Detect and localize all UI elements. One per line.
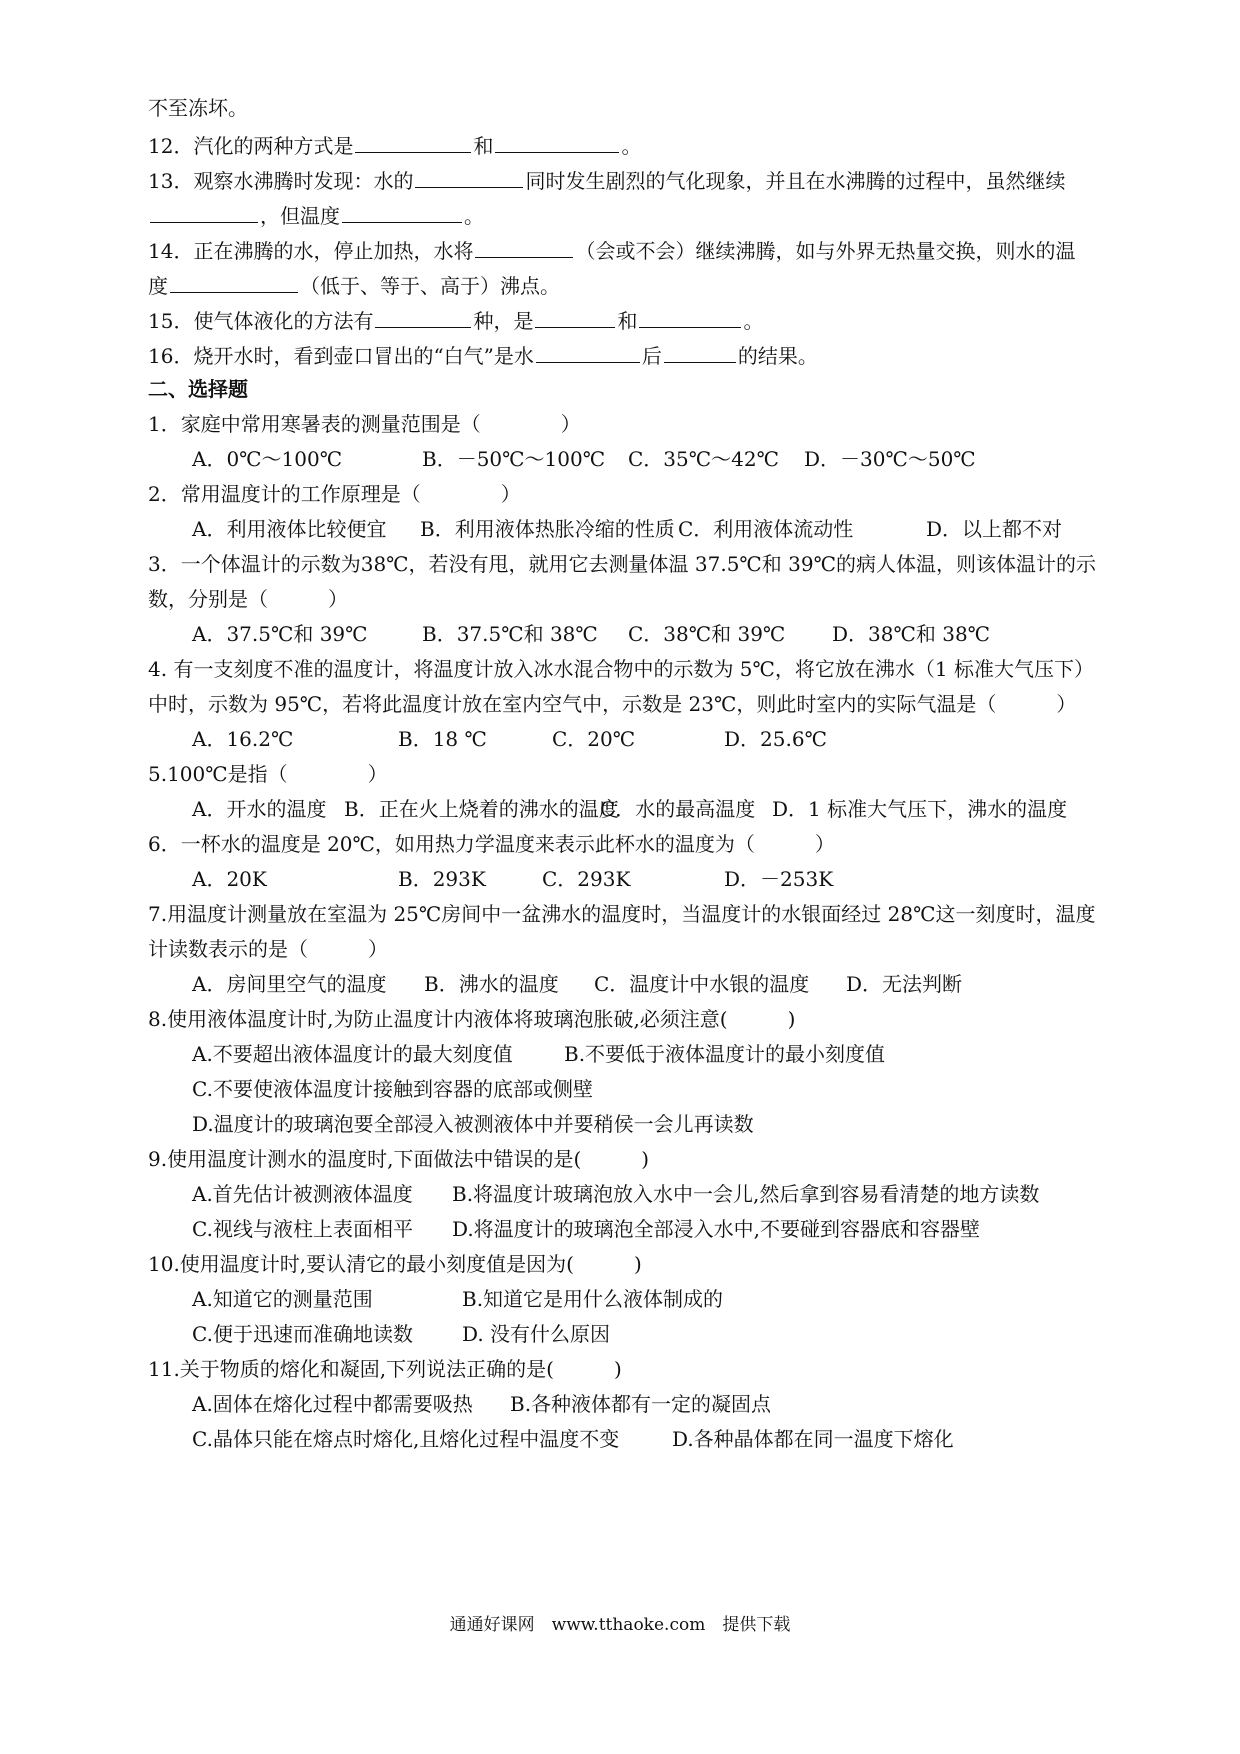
question-4-cont	[148, 690, 1180, 718]
option-c[interactable]: C．水的最高温度	[600, 797, 756, 821]
text: 13．观察水沸腾时发现：水的	[148, 169, 414, 193]
question-14-cont	[148, 270, 1180, 300]
option-c[interactable]: C．38℃和 39℃	[628, 622, 786, 646]
option-b[interactable]: B.各种液体都有一定的凝固点	[510, 1392, 772, 1416]
question-1	[148, 410, 1180, 438]
option-c[interactable]: C．利用液体流动性	[678, 517, 854, 541]
text: 11.关于物质的熔化和凝固,下列说法正确的是( )	[148, 1357, 622, 1381]
question-9	[148, 1145, 1180, 1173]
answer-blank[interactable]	[475, 235, 573, 258]
text: （低于、等于、高于）沸点。	[300, 274, 560, 298]
text: 4. 有一支刻度不准的温度计，将温度计放入冰水混合物中的示数为 5℃，将它放在沸水（1 标准大气压下）	[148, 657, 1094, 681]
answer-blank[interactable]	[639, 305, 741, 328]
option-b[interactable]: B．利用液体热胀冷缩的性质	[420, 517, 675, 541]
text: 二、选择题	[148, 377, 248, 401]
text: 和	[617, 309, 638, 333]
text: 同时发生剧烈的气化现象，并且在水沸腾的过程中，虽然继续	[525, 169, 1066, 193]
question-14	[148, 235, 1180, 265]
question-4	[148, 655, 1180, 683]
option-a[interactable]: A．20K	[192, 867, 267, 891]
text: 3．一个体温计的示数为38℃，若没有甩，就用它去测量体温 37.5℃和 39℃的病人体温，则该体温计的示	[148, 552, 1096, 576]
text: 15．使气体液化的方法有	[148, 309, 374, 333]
option-d[interactable]: D．－30℃～50℃	[804, 447, 976, 471]
text: 中时，示数为 95℃，若将此温度计放在室内空气中，示数是 23℃，则此时室内的实际气温是（ ）	[148, 692, 1077, 716]
question-16	[148, 340, 1180, 370]
text: （会或不会）继续沸腾，如与外界无热量交换，则水的温	[575, 239, 1076, 263]
option-b[interactable]: B．正在火上烧着的沸水的温度	[344, 797, 619, 821]
text: 10.使用温度计时,要认清它的最小刻度值是因为( )	[148, 1252, 642, 1276]
text: 种，是	[473, 309, 534, 333]
option-a[interactable]: A.不要超出液体温度计的最大刻度值	[192, 1042, 513, 1066]
answer-blank[interactable]	[342, 200, 462, 223]
text: 9.使用温度计测水的温度时,下面做法中错误的是( )	[148, 1147, 650, 1171]
option-d[interactable]: D．无法判断	[846, 972, 963, 996]
text: ，但温度	[260, 204, 340, 228]
option-a[interactable]: A．开水的温度	[192, 797, 327, 821]
option-d[interactable]: D.温度计的玻璃泡要全部浸入被测液体中并要稍侯一会儿再读数	[192, 1112, 754, 1136]
answer-blank[interactable]	[170, 270, 298, 293]
option-d[interactable]: D．以上都不对	[926, 517, 1063, 541]
question-15	[148, 305, 1180, 335]
option-d[interactable]: D.将温度计的玻璃泡全部浸入水中,不要碰到容器底和容器壁	[452, 1217, 981, 1241]
option-a[interactable]: A．利用液体比较便宜	[192, 517, 387, 541]
question-11	[148, 1355, 1180, 1383]
options-8-c	[192, 1075, 1180, 1103]
option-b[interactable]: B．293K	[398, 867, 486, 891]
option-c[interactable]: C.晶体只能在熔点时熔化,且熔化过程中温度不变	[192, 1427, 620, 1451]
text: 8.使用液体温度计时,为防止温度计内液体将玻璃泡胀破,必须注意( )	[148, 1007, 796, 1031]
option-d[interactable]: D．1 标准大气压下，沸水的温度	[772, 797, 1068, 821]
question-7-cont	[148, 935, 1180, 963]
option-b[interactable]: B．37.5℃和 38℃	[422, 622, 598, 646]
question-3	[148, 550, 1180, 578]
option-a[interactable]: A．37.5℃和 39℃	[192, 622, 368, 646]
option-c[interactable]: C．温度计中水银的温度	[594, 972, 810, 996]
text: 计读数表示的是（ ）	[148, 937, 388, 961]
option-d[interactable]: D．－253K	[724, 867, 834, 891]
text: 5.100℃是指（ ）	[148, 762, 388, 786]
option-b[interactable]: B.知道它是用什么液体制成的	[462, 1287, 724, 1311]
option-a[interactable]: A．0℃～100℃	[192, 447, 343, 471]
option-a[interactable]: A.知道它的测量范围	[192, 1287, 373, 1311]
text: 。	[464, 204, 484, 228]
option-a[interactable]: A．房间里空气的温度	[192, 972, 387, 996]
question-12	[148, 130, 1180, 160]
footer-text: 通通好课网 www.tthaoke.com 提供下载	[449, 1615, 791, 1635]
question-3-cont	[148, 585, 1180, 613]
option-b[interactable]: B.将温度计玻璃泡放入水中一会儿,然后拿到容易看清楚的地方读数	[452, 1182, 1040, 1206]
text: 数，分别是（ ）	[148, 587, 348, 611]
option-c[interactable]: C.不要使液体温度计接触到容器的底部或侧壁	[192, 1077, 593, 1101]
page-footer	[0, 1613, 1240, 1637]
answer-blank[interactable]	[375, 305, 471, 328]
answer-blank[interactable]	[495, 130, 619, 153]
text: 后	[641, 344, 662, 368]
option-b[interactable]: B．沸水的温度	[424, 972, 559, 996]
option-d[interactable]: D．25.6℃	[724, 727, 827, 751]
option-c[interactable]: C.便于迅速而准确地读数	[192, 1322, 413, 1346]
text: 2．常用温度计的工作原理是（ ）	[148, 482, 521, 506]
text: 14．正在沸腾的水，停止加热，水将	[148, 239, 474, 263]
options-8-d	[192, 1110, 1180, 1138]
question-2	[148, 480, 1180, 508]
text: 16．烧开水时，看到壶口冒出的“白气”是水	[148, 344, 534, 368]
text: 1．家庭中常用寒暑表的测量范围是（ ）	[148, 412, 581, 436]
option-b[interactable]: B.不要低于液体温度计的最小刻度值	[564, 1042, 886, 1066]
option-a[interactable]: A.首先估计被测液体温度	[192, 1182, 413, 1206]
question-5	[148, 760, 1180, 788]
question-13-cont	[148, 200, 1180, 230]
text: 度	[148, 274, 168, 298]
question-8	[148, 1005, 1180, 1033]
option-d[interactable]: D．38℃和 38℃	[832, 622, 991, 646]
option-c[interactable]: C．20℃	[552, 727, 636, 751]
option-c[interactable]: C．293K	[542, 867, 631, 891]
text: 7.用温度计测量放在室温为 25℃房间中一盆沸水的温度时，当温度计的水银面经过 28℃这一刻度时，温度	[148, 902, 1096, 926]
option-b[interactable]: B．18 ℃	[398, 727, 487, 751]
text: 的结果。	[737, 344, 818, 368]
answer-blank[interactable]	[536, 340, 640, 363]
answer-blank[interactable]	[415, 165, 523, 188]
text: 不至冻坏。	[148, 96, 248, 120]
question-7	[148, 900, 1180, 928]
answer-blank[interactable]	[535, 305, 615, 328]
option-a[interactable]: A．16.2℃	[192, 727, 294, 751]
text: 6．一杯水的温度是 20℃，如用热力学温度来表示此杯水的温度为（ ）	[148, 832, 835, 856]
question-10	[148, 1250, 1180, 1278]
option-b[interactable]: B．－50℃～100℃	[422, 447, 606, 471]
text: 。	[743, 309, 764, 333]
option-d[interactable]: D.各种晶体都在同一温度下熔化	[672, 1427, 954, 1451]
answer-blank[interactable]	[664, 340, 736, 363]
option-d[interactable]: D. 没有什么原因	[462, 1322, 611, 1346]
section-heading	[148, 375, 1180, 403]
answer-blank[interactable]	[150, 200, 258, 223]
option-a[interactable]: A.固体在熔化过程中都需要吸热	[192, 1392, 473, 1416]
question-6	[148, 830, 1180, 858]
answer-blank[interactable]	[355, 130, 471, 153]
option-c[interactable]: C.视线与液柱上表面相平	[192, 1217, 413, 1241]
text-line	[148, 94, 1180, 122]
text: 12．汽化的两种方式是	[148, 134, 354, 158]
option-c[interactable]: C．35℃～42℃	[628, 447, 779, 471]
text: 。	[621, 134, 642, 158]
text: 和	[473, 134, 494, 158]
question-13	[148, 165, 1180, 195]
